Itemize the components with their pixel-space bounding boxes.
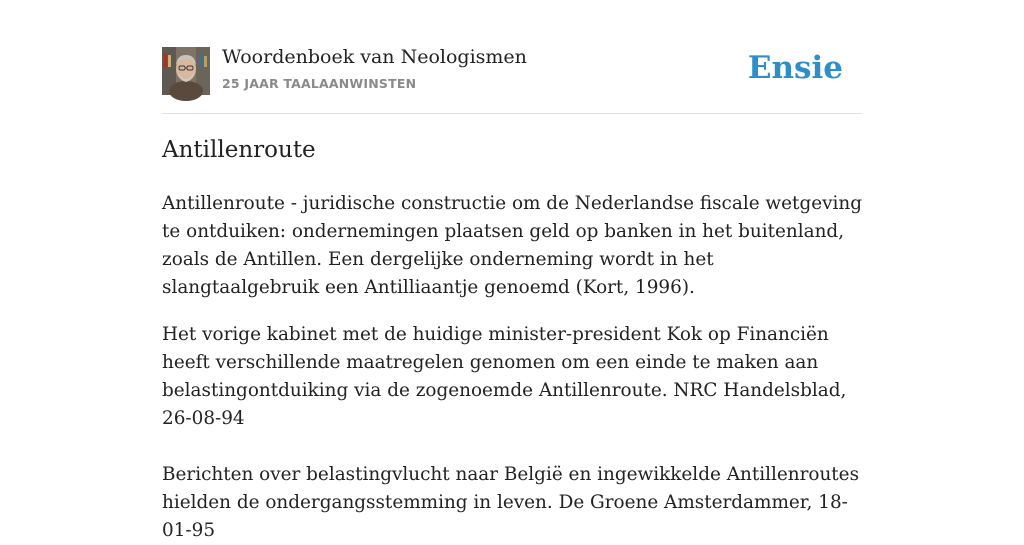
author-avatar[interactable] (162, 47, 210, 95)
ensie-logo-link[interactable]: Ensie (747, 50, 843, 86)
author-portrait-icon (162, 47, 210, 95)
site-name-link[interactable]: Woordenboek van Neologismen (222, 46, 527, 68)
page-container (162, 0, 862, 541)
entry-title: Antillenroute (162, 137, 316, 163)
site-header (162, 0, 862, 114)
entry-citation: Het vorige kabinet met de huidige minister-president Kok op Financiën heeft verschillende maatregelen genomen om een einde te maken aan belastingontduiking via de zogenoemde Antillenroute. NRC Handelsblad, 26-08-94 (162, 324, 847, 429)
entry-definition: Antillenroute - juridische constructie om de Nederlandse fiscale wetgeving te ontduiken: ondernemingen plaatsen geld op banken in het buitenland, zoals de Antillen. Een dergelijke onderneming wordt in het slangtaalgebruik een Antilliaantje genoemd (Kort, 1996). (162, 193, 862, 298)
entry-citation: Berichten over belastingvlucht naar België en ingewikkelde Antillenroutes hielden de ondergangsstemming in leven. De Groene Amsterdammer, 18-01-95 (162, 464, 860, 541)
site-tagline: 25 JAAR TAALAANWINSTEN (222, 76, 417, 91)
